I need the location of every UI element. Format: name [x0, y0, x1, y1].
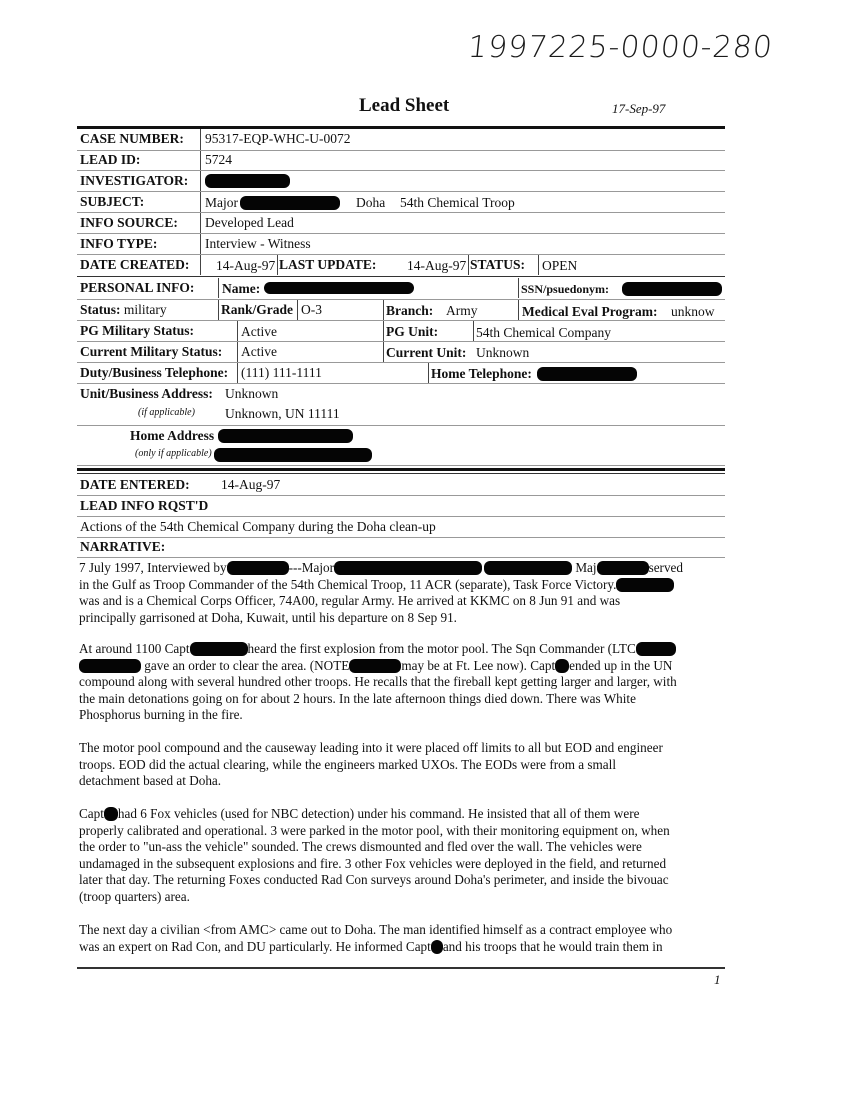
- row-rule: [77, 495, 725, 496]
- section-rule: [77, 468, 725, 471]
- redaction-mark: [190, 642, 248, 656]
- narrative-line: the order to "un-ass the vehicle" sounded. The crews dismounted and fled over the wall. The vehicles were: [79, 839, 642, 855]
- narrative-line: [79, 939, 724, 956]
- narrative-line: [79, 641, 724, 658]
- info-source-label: INFO SOURCE:: [80, 215, 178, 230]
- narrative-paragraph-2: [79, 641, 724, 724]
- unit-address-value: Unknown: [225, 386, 279, 401]
- redaction-mark: [349, 659, 401, 673]
- current-military-status-label: Current Military Status:: [80, 344, 223, 359]
- current-unit-label: Current Unit:: [386, 345, 467, 360]
- text-fragment: heard the first explosion from the motor pool. The Sqn Commander (LTC: [247, 641, 636, 656]
- row-rule: [77, 341, 725, 342]
- top-rule: [77, 126, 725, 129]
- row-rule: [77, 516, 725, 517]
- narrative-line: Phosphorus burning in the fire.: [79, 707, 243, 723]
- row-rule: [77, 537, 725, 538]
- lead-id-value: 5724: [205, 152, 232, 167]
- home-address-label: Home Address: [130, 428, 215, 443]
- row-rule: [77, 170, 725, 171]
- redaction-mark: [227, 561, 289, 575]
- redaction-mark: [616, 578, 674, 592]
- lead-info-label: LEAD INFO RQST'D: [80, 498, 209, 513]
- narrative-paragraph-4: [79, 806, 724, 906]
- case-number-value: 95317-EQP-WHC-U-0072: [205, 131, 351, 146]
- if-applicable-note: (if applicable): [138, 407, 195, 418]
- redaction-mark: [537, 367, 637, 381]
- narrative-line: the main detonations going on for about 2 hours. In the late afternoon things died down. There was White: [79, 690, 636, 706]
- duty-phone-label: Duty/Business Telephone:: [80, 365, 229, 380]
- page-title: Lead Sheet: [359, 95, 450, 116]
- duty-phone-value: (111) 111-1111: [241, 365, 322, 380]
- row-rule: [77, 212, 725, 213]
- cell-divider: [468, 255, 469, 275]
- text-fragment: Capt: [79, 806, 104, 821]
- section-rule: [77, 473, 725, 474]
- lead-info-value: Actions of the 54th Chemical Company during the Doha clean-up: [80, 519, 436, 534]
- redaction-mark: [431, 940, 443, 954]
- narrative-line: undamaged in the subsequent explosions and fire. 3 other Fox vehicles were deployed in the field, and returned: [79, 855, 667, 871]
- narrative-line: (troop quarters) area.: [79, 888, 190, 904]
- ssn-label: SSN/psuedonym:: [521, 282, 610, 296]
- section-rule: [77, 276, 725, 277]
- cell-divider: [297, 300, 298, 320]
- row-rule: [77, 320, 725, 321]
- redaction-mark: [218, 429, 353, 443]
- lead-id-label: LEAD ID:: [80, 152, 141, 167]
- row-rule: [77, 233, 725, 234]
- pg-military-status-label: PG Military Status:: [80, 323, 194, 338]
- last-update-label: LAST UPDATE:: [279, 257, 377, 272]
- narrative-paragraph-1: [79, 560, 724, 626]
- last-update-value: 14-Aug-97: [407, 258, 467, 273]
- investigator-label: INVESTIGATOR:: [80, 173, 189, 188]
- rank-label: Rank/Grade: [221, 302, 294, 317]
- row-rule: [77, 557, 725, 558]
- row-rule: [77, 383, 725, 384]
- status-value: OPEN: [542, 258, 578, 273]
- narrative-line: was and is a Chemical Corps Officer, 74A00, regular Army. He arrived at KKMC on 8 Jun 91 and was: [79, 593, 621, 609]
- cell-divider: [518, 278, 519, 298]
- text-fragment: gave an order to clear the area. (NOTE: [144, 657, 350, 673]
- narrative-line: later that day. The returning Foxes conducted Rad Con surveys around Doha's perimeter, and inside the bivouac: [79, 872, 669, 888]
- branch-value: Army: [446, 303, 478, 318]
- info-type-label: INFO TYPE:: [80, 236, 158, 251]
- cell-divider: [237, 363, 238, 383]
- cell-divider: [218, 300, 219, 320]
- narrative-line: principally garrisoned at Doha, Kuwait, until his departure on 8 Sep 91.: [79, 609, 457, 625]
- pg-military-status-value: Active: [241, 324, 277, 339]
- narrative-line: The motor pool compound and the causeway leading into it were placed off limits to all but EOD and engineer: [79, 740, 663, 755]
- text-fragment: and his troops that he would train them in: [442, 938, 663, 954]
- narrative-line: [79, 560, 724, 577]
- subject-location: Doha: [356, 195, 386, 210]
- only-if-applicable-note: (only if applicable): [135, 448, 212, 459]
- unit-address-label: Unit/Business Address:: [80, 386, 213, 401]
- narrative-paragraph-5: [79, 922, 724, 955]
- redaction-mark: [240, 196, 340, 210]
- rank-value: O-3: [301, 302, 322, 317]
- narrative-line: troops. EOD did the actual clearing, while the engineers marked UXOs. The EODs were from a small: [79, 756, 616, 772]
- subject-rank: Major: [205, 195, 238, 210]
- medical-eval-label: Medical Eval Program:: [522, 304, 658, 319]
- redaction-mark: [636, 642, 676, 656]
- branch-label: Branch:: [386, 303, 434, 318]
- cell-divider: [518, 300, 519, 320]
- unit-address-line2: Unknown, UN 11111: [225, 406, 340, 421]
- header-date: 17-Sep-97: [612, 101, 666, 116]
- text-fragment: may be at Ft. Lee now). Capt: [401, 657, 556, 673]
- cell-divider: [383, 300, 384, 362]
- info-source-value: Developed Lead: [205, 215, 294, 230]
- status-military-label: [80, 302, 167, 318]
- redaction-mark: [334, 561, 482, 575]
- narrative-line: [79, 806, 724, 823]
- text-fragment: At around 1100 Capt: [79, 641, 190, 656]
- row-rule: [77, 362, 725, 363]
- cell-divider: [538, 255, 539, 275]
- narrative-line: properly calibrated and operational. 3 were parked in the motor pool, with their monitoring equipment on, when: [79, 822, 670, 838]
- pg-unit-value: 54th Chemical Company: [476, 325, 611, 340]
- current-military-status-value: Active: [241, 344, 277, 359]
- personal-status-value: military: [123, 302, 167, 317]
- narrative-line: [79, 577, 724, 594]
- subject-label: SUBJECT:: [80, 194, 145, 209]
- case-number-label: CASE NUMBER:: [80, 131, 184, 146]
- personal-info-label: PERSONAL INFO:: [80, 280, 195, 295]
- text-fragment: was an expert on Rad Con, and DU particularly. He informed Capt: [79, 938, 431, 954]
- medical-eval-value: unknow: [671, 304, 715, 319]
- redaction-mark: [214, 448, 372, 462]
- redaction-mark: [622, 282, 722, 296]
- row-rule: [77, 299, 725, 300]
- handwritten-document-id: 1997225-0000-280: [466, 30, 775, 65]
- row-rule: [77, 425, 725, 426]
- personal-status-label: Status:: [80, 302, 121, 317]
- current-unit-value: Unknown: [476, 345, 530, 360]
- redaction-mark: [484, 561, 572, 575]
- name-label: Name:: [222, 281, 261, 296]
- text-fragment: Maj: [575, 560, 597, 575]
- text-fragment: had 6 Fox vehicles (used for NBC detection) under his command. He insisted that all of them were: [117, 806, 640, 821]
- narrative-label: NARRATIVE:: [80, 539, 166, 554]
- cell-divider: [218, 278, 219, 298]
- redaction-mark: [555, 659, 569, 673]
- narrative-line: compound along with several hundred other troops. He recalls that the fireball kept getting larger and larger, with: [79, 674, 677, 690]
- row-rule: [77, 465, 725, 466]
- redaction-mark: [597, 561, 649, 575]
- narrative-paragraph-3: [79, 740, 724, 790]
- text-fragment: served: [648, 560, 683, 575]
- cell-divider: [277, 255, 278, 275]
- text-fragment: in the Gulf as Troop Commander of the 54th Chemical Troop, 11 ACR (separate), Task Force Victory.: [79, 576, 617, 592]
- status-label: STATUS:: [470, 257, 526, 272]
- date-entered-value: 14-Aug-97: [221, 477, 281, 492]
- home-phone-label: Home Telephone:: [431, 366, 532, 381]
- date-created-label: DATE CREATED:: [80, 257, 190, 272]
- text-fragment: ended up in the UN: [569, 657, 673, 673]
- row-rule: [77, 254, 725, 255]
- cell-divider: [473, 321, 474, 341]
- info-type-value: Interview - Witness: [205, 236, 311, 251]
- redaction-mark: [264, 282, 414, 294]
- subject-unit: 54th Chemical Troop: [400, 195, 515, 210]
- redaction-mark: [79, 659, 141, 673]
- bottom-rule: [77, 967, 725, 969]
- redaction-mark: [104, 807, 118, 821]
- page-number: 1: [714, 972, 721, 987]
- row-rule: [77, 191, 725, 192]
- narrative-line: The next day a civilian <from AMC> came out to Doha. The man identified himself as a contract employee who: [79, 922, 673, 937]
- text-fragment: ---Major: [288, 560, 335, 575]
- pg-unit-label: PG Unit:: [386, 324, 439, 339]
- date-entered-label: DATE ENTERED:: [80, 477, 190, 492]
- row-rule: [77, 150, 725, 151]
- narrative-line: detachment based at Doha.: [79, 773, 222, 789]
- redaction-mark: [205, 174, 290, 188]
- narrative-line: [79, 658, 724, 675]
- date-created-value: 14-Aug-97: [216, 258, 276, 273]
- text-fragment: 7 July 1997, Interviewed by: [79, 560, 227, 575]
- cell-divider: [428, 363, 429, 383]
